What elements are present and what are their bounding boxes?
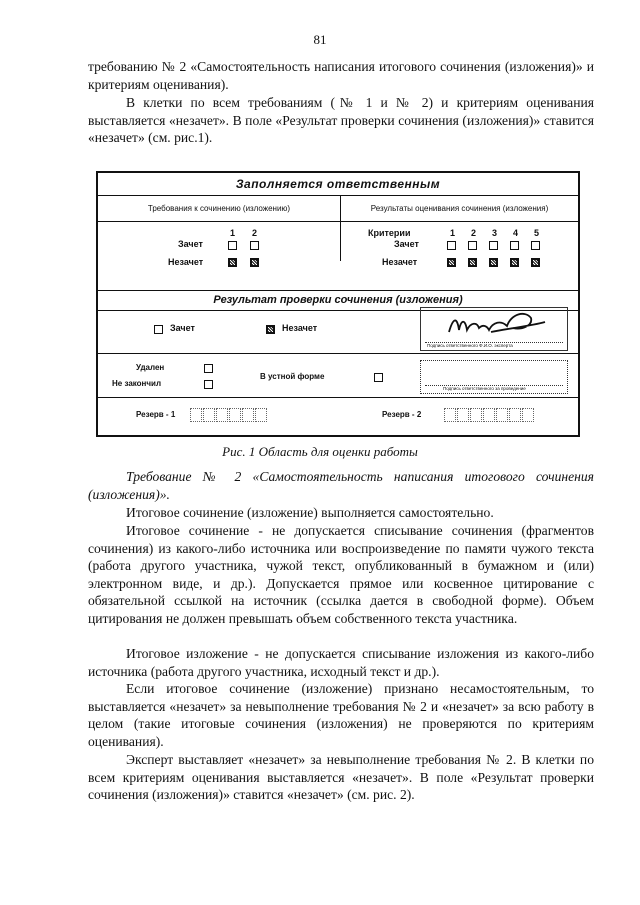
crit1-fail-checkbox[interactable] [447, 258, 456, 267]
req2-fail-checkbox[interactable] [250, 258, 259, 267]
crit5-pass-checkbox[interactable] [531, 241, 540, 250]
form-subheader-row [98, 195, 578, 222]
req-number-1: 1 [230, 228, 236, 238]
not-finished-checkbox[interactable] [204, 380, 213, 389]
body-paragraph-5: Эксперт выставляет «незачет» за невыполнение требования № 2. В клетки по всем критериям оценивания выставляется «незачет». В поле «Результат проверки сочинения (изложения)» ставится «незачет» (см. рис. 2). [88, 752, 594, 803]
body-paragraph-4: Если итоговое сочинение (изложение) признано несамостоятельным, то выставляется «незачет» за невыполнение требования № 2 и «незачет» за всю работу в целом (такие итоговые сочинения (изложения) не проверяются по критериям оценивания). [88, 681, 594, 749]
form-divider [98, 353, 578, 354]
responsible-signature-caption: Подпись ответственного за проведение [443, 386, 526, 391]
expert-signature-box[interactable] [420, 307, 568, 351]
crit-number-2: 2 [471, 228, 477, 238]
oral-form-checkbox[interactable] [374, 373, 383, 382]
req-pass-label: Зачет [178, 239, 203, 249]
crit4-fail-checkbox[interactable] [510, 258, 519, 267]
req-number-2: 2 [252, 228, 258, 238]
oral-form-label: В устной форме [260, 372, 325, 381]
crit-fail-label: Незачет [382, 257, 418, 267]
removed-label: Удален [136, 363, 165, 372]
crit-number-5: 5 [534, 228, 540, 238]
req2-pass-checkbox[interactable] [250, 241, 259, 250]
criteria-label: Критерии [368, 228, 411, 238]
result-pass-label: Зачет [170, 323, 195, 333]
responsible-signature-box[interactable] [420, 360, 568, 394]
req-fail-label: Незачет [168, 257, 204, 267]
column-divider [340, 195, 341, 261]
crit-number-1: 1 [450, 228, 456, 238]
crit3-pass-checkbox[interactable] [489, 241, 498, 250]
requirements-heading: Требования к сочинению (изложению) [147, 203, 291, 213]
reserve-2-label: Резерв - 2 [382, 410, 422, 419]
result-header: Результат проверки сочинения (изложения) [98, 290, 578, 311]
removed-checkbox[interactable] [204, 364, 213, 373]
evaluation-form [96, 171, 580, 437]
req1-fail-checkbox[interactable] [228, 258, 237, 267]
result-fail-label: Незачет [282, 323, 318, 333]
crit2-pass-checkbox[interactable] [468, 241, 477, 250]
form-divider-2 [98, 397, 578, 398]
result-pass-checkbox[interactable] [154, 325, 163, 334]
body-paragraph-2: Итоговое сочинение - не допускается списывание сочинения (фрагментов сочинения) из какого-либо источника или воспроизведение по памяти чужого текста (работа другого участника, чужой текст, опубликованный в бумажном и (или) электронном виде, и др.). Допускается прямое или косвенное цитирование с обязательной ссылкой на источник (ссылка дается в свободной форме). Объем цитирования не должен превышать объем собственного текста участника. [88, 523, 594, 626]
body-paragraph-1: Итоговое сочинение (изложение) выполняется самостоятельно. [126, 505, 494, 520]
not-finished-label: Не закончил [112, 379, 162, 388]
signature-scribble-icon [421, 308, 567, 342]
page-number: 81 [313, 32, 327, 47]
requirement-title: Требование № 2 «Самостоятельность написания итогового сочинения (изложения)». [88, 469, 594, 502]
crit-pass-label: Зачет [394, 239, 419, 249]
body-paragraph-3: Итоговое изложение - не допускается списывание изложения из какого-либо источника (работа другого участника, исходный текст и др.). [88, 646, 594, 679]
figure-caption: Рис. 1 Область для оценки работы [222, 444, 418, 459]
intro-paragraph-2: В клетки по всем требованиям (№ 1 и № 2) и критериям оценивания выставляется «незачет». В поле «Результат проверки сочинения (изложения)» ставится «незачет» (см. рис.1). [88, 95, 594, 146]
crit4-pass-checkbox[interactable] [510, 241, 519, 250]
signature-caption: Подпись ответственного Ф.И.О. эксперта [427, 343, 513, 348]
crit-number-4: 4 [513, 228, 519, 238]
criteria-heading: Результаты оценивания сочинения (изложения) [370, 203, 549, 213]
intro-paragraph-1: требованию № 2 «Самостоятельность написания итогового сочинения (изложения)» и критериям оценивания). [88, 59, 594, 92]
reserve-1-boxes[interactable] [190, 406, 268, 424]
crit3-fail-checkbox[interactable] [489, 258, 498, 267]
reserve-1-label: Резерв - 1 [136, 410, 176, 419]
crit5-fail-checkbox[interactable] [531, 258, 540, 267]
reserve-2-boxes[interactable] [444, 406, 535, 424]
form-header: Заполняется ответственным [98, 173, 578, 196]
result-fail-checkbox[interactable] [266, 325, 275, 334]
crit-number-3: 3 [492, 228, 498, 238]
crit2-fail-checkbox[interactable] [468, 258, 477, 267]
crit1-pass-checkbox[interactable] [447, 241, 456, 250]
req1-pass-checkbox[interactable] [228, 241, 237, 250]
